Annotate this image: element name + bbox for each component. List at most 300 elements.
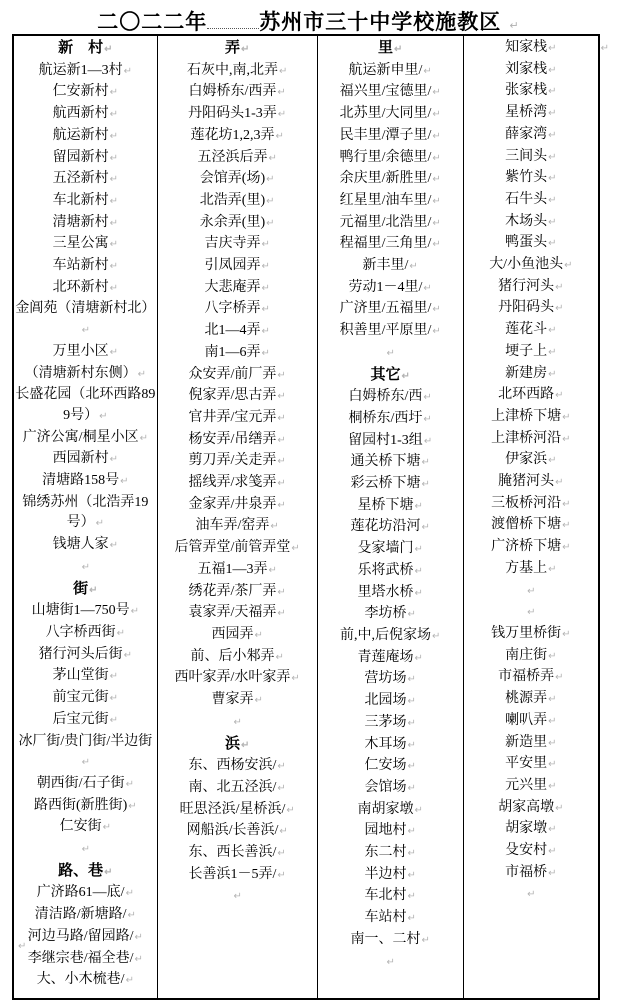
list-item [319,321,462,343]
list-item [15,688,156,710]
page-title [0,0,617,32]
list-item-text: 街 [73,580,89,597]
list-item-text: 车站村 [364,910,407,926]
list-item [159,843,316,865]
column-li-other [318,36,464,998]
list-item [159,800,316,822]
list-item [15,364,156,386]
list-item [465,559,597,581]
list-item-text: 航西新村 [52,106,109,122]
list-item-text: 西叶家弄/水叶家弄 [174,670,291,686]
list-item [465,103,597,125]
list-item-text: 仁安新村 [52,84,109,100]
list-item-text: 元福里/北浩里/ [339,214,432,230]
list-item-text: 大悲庵弄 [204,279,261,295]
list-item-text: 朝西街/石子街 [36,775,125,791]
list-item [319,409,462,431]
list-item-text: 钱万里桥街 [491,625,562,641]
list-item-text: 杨安弄/吊缮弄 [188,431,277,447]
list-item-text: 三茅场 [364,714,407,730]
list-item-text: 丹阳码头1-3弄 [188,106,277,122]
list-item [465,233,597,255]
list-item [319,669,462,691]
list-item [319,691,462,713]
list-item-text: 鸭蛋头 [505,235,548,251]
list-item [319,756,462,778]
list-item-text: 南、北五泾浜/ [188,779,277,795]
list-item [465,515,597,537]
list-item [465,863,597,885]
list-item [15,191,156,213]
list-item-text: 金家弄/井泉弄 [188,496,277,512]
section-header [159,38,316,61]
list-item-text: 新 村 [58,40,104,56]
list-item-text: 猪行河头 [498,278,555,294]
list-item-text: 丹阳码头 [498,300,555,316]
list-item [465,472,597,494]
list-item [319,148,462,170]
list-item [319,191,462,213]
list-item [465,255,597,277]
list-item-text: 南庄街 [505,647,548,663]
list-item [15,817,156,839]
list-item-text: 仁安街 [59,819,102,835]
list-item-text: 殳安村 [505,843,548,859]
list-item-text: 元兴里 [505,777,548,793]
list-item-text: 东、西长善浜/ [188,845,277,861]
list-item-text: 车北村 [364,888,407,904]
list-item [159,647,316,669]
list-item [15,535,156,557]
list-item-text: 钱塘人家 [52,537,109,553]
list-item [319,234,462,256]
list-item-text: 清洁路/新塘路/ [34,907,127,923]
list-item [159,408,316,430]
list-item [159,712,316,734]
list-item [15,471,156,493]
list-item [15,710,156,732]
list-item-text: 弄 [224,40,240,56]
list-item [319,299,462,321]
list-item [465,711,597,733]
list-item [15,645,156,667]
list-item [465,841,597,863]
list-item [159,451,316,473]
list-item [319,474,462,496]
list-item-text: 长盛花园（北环西路899号） [15,387,156,423]
list-item [15,213,156,235]
list-item [465,537,597,559]
list-item [159,690,316,712]
list-item [465,667,597,689]
list-item-text: 新建房 [505,365,548,381]
list-item [465,147,597,169]
list-item-text: 金阊苑（清塘新村北） [15,301,156,317]
list-item [15,104,156,126]
list-item-text: 积善里/平原里/ [339,323,432,339]
list-item [159,516,316,538]
list-item-text: 长善浜1－5弄/ [188,866,277,882]
list-item [319,735,462,757]
list-item-text: 引凤园弄 [204,258,261,274]
title-gap [207,28,259,29]
list-item [15,449,156,471]
list-item-text: 喇叭弄 [505,712,548,728]
section-header [319,38,462,61]
list-item [159,82,316,104]
list-item-text: 北苏里/大同里/ [339,106,432,122]
list-item [465,407,597,429]
list-item [319,104,462,126]
list-item [159,386,316,408]
list-item [159,278,316,300]
list-item-text: 东、西杨安浜/ [188,758,277,774]
list-item-text: 三间头 [505,148,548,164]
list-item-text: 市福桥弄 [498,669,555,685]
list-item [319,865,462,887]
list-item-text: 半边村 [364,866,407,882]
list-item [465,190,597,212]
list-item-text: 万里小区 [52,343,109,359]
list-item [15,666,156,688]
list-item-text: 乐将武桥 [357,562,414,578]
list-item [465,342,597,364]
list-item [465,754,597,776]
list-item-text: 留园村1-3组 [348,432,423,448]
list-item-text: 园地村 [364,823,407,839]
list-item-text: 五泾新村 [52,171,109,187]
list-item [319,539,462,561]
list-item [159,61,316,83]
list-item [465,277,597,299]
list-item [159,365,316,387]
list-item [159,495,316,517]
list-item-text: 北浩弄(里) [199,192,266,208]
list-item [319,126,462,148]
list-item [15,234,156,256]
list-item [465,385,597,407]
list-item-text: 剪刀弄/关走弄 [188,453,277,469]
list-item [15,970,156,992]
list-item-text: 方基上 [505,560,548,576]
list-item-text: 新丰里/ [362,258,409,274]
list-item [15,299,156,341]
list-item [465,168,597,190]
list-item-text: 张家栈 [505,83,548,99]
list-item-text: 南一、二村 [350,931,421,947]
row-end-mark [601,38,609,56]
list-item [465,320,597,342]
list-item-text: 通关桥下塘 [350,454,421,470]
list-item [159,582,316,604]
list-item-text: 北1—4弄 [204,323,261,339]
list-item [159,430,316,452]
list-item [159,778,316,800]
list-item [319,256,462,278]
list-item [15,732,156,774]
list-item-text: 清塘新村 [52,214,109,230]
list-item-text: 航运新申里/ [348,62,423,78]
list-item-text: 山塘街1—750号 [31,603,130,619]
list-item-text: 摇线弄/求笺弄 [188,475,277,491]
list-item-text: 浜 [224,735,240,752]
list-item-text: 莲花斗 [505,322,548,338]
list-item-text: 木场头 [505,213,548,229]
paragraph-mark-bottom [18,936,26,954]
list-item [465,429,597,451]
list-item [319,648,462,670]
list-item-text: 西园弄 [211,626,254,642]
title-year: 二〇二二年 [97,10,208,34]
list-item [159,865,316,887]
list-item-text: 腌猪河头 [498,474,555,490]
list-item-text: 南胡家墩 [357,801,414,817]
title-school: 苏州市三十中学校施教区 [259,10,502,34]
list-item [465,298,597,320]
list-item [15,428,156,450]
list-item-text: 曹家弄 [211,692,254,708]
list-item-text: 五福1—3弄 [197,561,268,577]
list-item [15,557,156,579]
list-item-text: 余庆里/新胜里/ [339,171,432,187]
list-item [159,560,316,582]
list-item [15,601,156,623]
list-item-text: 三板桥河沿 [491,495,562,511]
list-item-text: 河边马路/留园路/ [27,928,134,944]
list-item-text: 八字桥西街 [45,624,116,640]
list-item [319,778,462,800]
list-item-text: 星桥下塘 [357,497,414,513]
list-item [15,839,156,861]
list-item-text: 福兴里/宝德里/ [339,84,432,100]
list-item [159,234,316,256]
list-item [319,213,462,235]
list-item [319,713,462,735]
list-item [159,148,316,170]
list-item-text: 前宝元街 [52,690,109,706]
list-item [319,821,462,843]
list-item-text: 会馆场 [364,779,407,795]
list-item-text: 石牛头 [505,191,548,207]
list-item-text: 袁家弄/天福弄 [188,605,277,621]
list-item [319,82,462,104]
list-item-text: 网船浜/长善浜/ [186,823,279,839]
list-item [465,884,597,906]
list-item [15,905,156,927]
list-item-text: 彩云桥下塘 [350,476,421,492]
list-item-text: 木耳场 [364,736,407,752]
list-item-text: 民丰里/潭子里/ [339,127,432,143]
list-item-text: 清塘路158号 [42,473,120,489]
list-item-text: 旺思泾浜/星桥浜/ [179,801,286,817]
list-item-text: 刘家栈 [505,61,548,77]
list-item [159,299,316,321]
list-item [159,321,316,343]
list-item [15,493,156,535]
list-item [159,169,316,191]
list-item-text: 北环西路 [498,387,555,403]
list-item [319,517,462,539]
list-item [465,602,597,624]
list-item-text: 红星里/油车里/ [339,192,432,208]
list-item [319,343,462,365]
list-item [465,581,597,603]
list-item [159,473,316,495]
list-item-text: 星桥湾 [505,105,548,121]
list-item-text: 路西街(新胜街) [33,797,128,813]
list-item-text: 营坊场 [364,671,407,687]
list-item-text: 冰厂街/贵门街/半边街 [18,733,153,749]
list-item-text: 渡僧桥下塘 [491,517,562,533]
list-item [319,387,462,409]
list-item-text: 白姆桥东/西 [348,389,423,405]
list-item [465,798,597,820]
list-item-text: 大、小木梳巷/ [36,972,125,988]
list-item-text: 油车弄/窑弄 [195,518,270,534]
list-item-text: 程福里/三角里/ [339,236,432,252]
list-item-text: 大/小鱼池头 [489,257,564,273]
list-item-text: （清塘新村东侧） [24,365,137,381]
list-item [319,952,462,974]
list-item [465,81,597,103]
list-item-text: 锦绣苏州（北浩弄19号） [22,494,149,531]
list-item-text: 劳动1－4里/ [348,279,423,295]
list-item-text: 后管弄堂/前管弄堂 [174,540,291,556]
list-item [319,452,462,474]
list-item-text: 前、后小邾弄 [190,648,275,664]
list-item-text: 莲花坊沿河 [350,519,421,535]
list-item-text: 西园新村 [52,451,109,467]
list-item-text: 里 [377,40,393,56]
list-item-text: 殳家墙门 [357,541,414,557]
list-item-text: 李继宗巷/福全巷/ [27,950,134,966]
list-item-text: 车站新村 [52,258,109,274]
list-item-text: 薛家湾 [505,126,548,142]
list-item-text: 绣花弄/茶厂弄 [188,583,277,599]
list-item [159,256,316,278]
list-item [465,494,597,516]
list-item-text: 三星公寓 [52,236,109,252]
list-item [15,949,156,971]
list-item-text: 平安里 [505,756,548,772]
list-item [319,169,462,191]
list-item-text: 李坊桥 [364,606,407,622]
list-item-text: 桐桥东/西圩 [348,410,423,426]
list-item-text: 仁安场 [364,758,407,774]
list-item [319,843,462,865]
list-item [465,364,597,386]
list-item-text: 广济桥下塘 [491,539,562,555]
list-item [319,278,462,300]
list-item [159,191,316,213]
list-item [159,821,316,843]
list-item [159,668,316,690]
list-item [159,343,316,365]
list-item-text: 前,中,后倪家场 [339,627,431,643]
list-item [319,930,462,952]
list-item-text: 市福桥 [505,864,548,880]
list-item-text: 留园新村 [52,149,109,165]
list-item [319,431,462,453]
column-lanes [158,36,318,998]
list-item [15,169,156,191]
list-item [159,126,316,148]
list-item-text: 白姆桥东/西弄 [188,84,277,100]
list-item [15,342,156,364]
list-item-text: 路、巷 [58,862,104,879]
section-header [319,365,462,388]
list-item [159,625,316,647]
list-item [465,212,597,234]
list-item [159,213,316,235]
list-item-text: 伊家浜 [505,452,548,468]
list-item [465,819,597,841]
list-item-text: 胡家高墩 [498,799,555,815]
list-item [465,689,597,711]
list-item-text: 猪行河头后街 [38,646,123,662]
list-item [465,38,597,60]
list-item [465,646,597,668]
list-item [15,61,156,83]
list-item [15,126,156,148]
list-item [15,623,156,645]
list-item [319,800,462,822]
section-header [15,579,156,602]
list-item [15,256,156,278]
list-item [159,603,316,625]
list-item-text: 胡家墩 [505,821,548,837]
list-item [319,61,462,83]
list-item-text: 东二村 [364,845,407,861]
list-item-text: 莲花坊1,2,3弄 [190,127,275,143]
list-item-text: 北园场 [364,693,407,709]
list-item [465,125,597,147]
list-item-text: 北环新村 [52,279,109,295]
list-item [15,148,156,170]
list-item-text: 石灰中,南,北弄 [186,62,278,78]
list-item [15,82,156,104]
list-item [15,385,156,427]
list-item-text: 吉庆寺弄 [204,236,261,252]
list-item [319,908,462,930]
district-table [12,34,600,1000]
list-item-text: 茅山堂街 [52,668,109,684]
list-item-text: 鸭行里/余德里/ [339,149,432,165]
list-item-text: 青莲庵场 [357,649,414,665]
list-item-text: 航运新1—3村 [38,62,123,78]
list-item [465,776,597,798]
list-item [465,733,597,755]
list-item [319,604,462,626]
list-item-text: 其它 [370,366,401,383]
list-item [319,583,462,605]
list-item-text: 桃源弄 [505,691,548,707]
list-item-text: 新造里 [505,734,548,750]
list-item-text: 里塔水桥 [357,584,414,600]
list-item-text: 航运新村 [52,127,109,143]
list-item [15,278,156,300]
list-item-text: 埂子上 [505,343,548,359]
list-item-text: 广济路61—底/ [36,885,125,901]
list-item [15,927,156,949]
list-item-text: 八字桥弄 [204,301,261,317]
list-item-text: 紫竹头 [505,170,548,186]
section-header [159,734,316,757]
list-item [319,886,462,908]
section-header [15,38,156,61]
list-item [465,624,597,646]
list-item [159,538,316,560]
